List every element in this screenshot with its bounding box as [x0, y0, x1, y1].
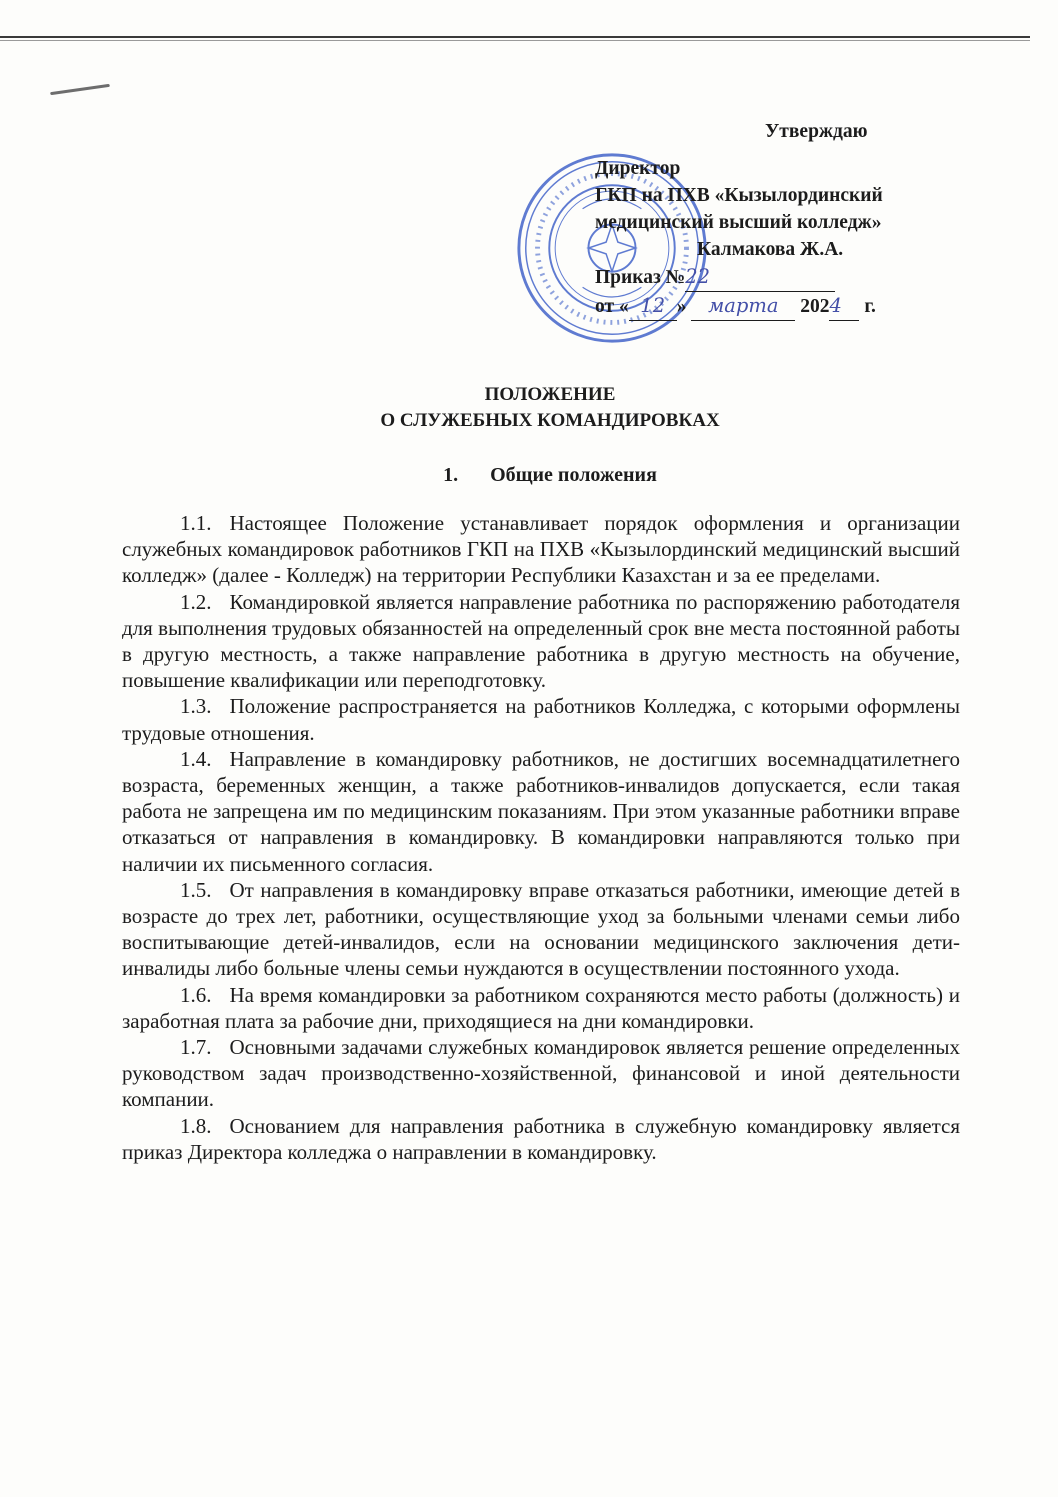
paragraph-text: От направления в командировку вправе отказаться работники, имеющие детей в возрасте до трех лет, работники, осуществляющие уход за больными членами семьи либо воспитывающие детей-инвалидов, если на основании медицинского заключения дети-инвалиды либо больные члены семьи нуждаются в осуществлении постоянного ухода.	[122, 877, 960, 981]
paragraph-text: Настоящее Положение устанавливает порядок оформления и организации служебных командировок работников ГКП на ПХВ «Кызылординский медицинский высший колледж» (далее - Колледж) на территории Республики Казахстан и за ее пределами.	[122, 511, 960, 588]
paragraph-text: На время командировки за работником сохраняются место работы (должность) и заработная плата за рабочие дни, приходящиеся на дни командировки.	[122, 982, 960, 1033]
date-month-handwritten: марта	[708, 294, 779, 317]
paragraph-1-6	[122, 982, 960, 1034]
section-heading	[120, 464, 980, 487]
organization-line-1: ГКП на ПХВ «Кызылординский	[595, 185, 883, 206]
section-title: Общие положения	[490, 464, 657, 486]
top-border-line-secondary	[0, 40, 1030, 41]
date-mid: »	[676, 296, 687, 317]
order-number-handwritten: 22	[685, 265, 711, 288]
approval-block	[595, 118, 995, 321]
paragraph-number: 1.7.	[180, 1035, 212, 1060]
year-digit-blank	[829, 292, 859, 321]
paragraph-number: 1.5.	[180, 877, 212, 902]
approve-heading: Утверждаю	[765, 121, 868, 142]
paragraph-number: 1.2.	[180, 589, 212, 614]
order-date-line	[595, 292, 995, 321]
paragraph-1-7	[122, 1034, 960, 1113]
paragraph-number: 1.8.	[180, 1113, 212, 1138]
order-number-line	[595, 263, 995, 292]
paragraph-number: 1.1.	[180, 511, 212, 535]
paragraph-text: Направление в командировку работников, не достигших восемнадцатилетнего возраста, беременных женщин, а также работников-инвалидов допускается, если такая работа не запрещена им по медицинским показаниям. При этом указанные работники вправе отказаться от направления в командировку. В командировки направляются только при наличии их письменного согласия.	[122, 746, 960, 876]
paragraph-1-5	[122, 877, 960, 982]
paragraph-number: 1.6.	[180, 982, 212, 1007]
year-digit-handwritten: 4	[829, 294, 842, 317]
date-day-handwritten: 12	[640, 294, 666, 317]
document-title: ПОЛОЖЕНИЕ	[484, 384, 616, 405]
top-border-line	[0, 36, 1030, 38]
paragraph-text: Командировкой является направление работника по распоряжению работодателя для выполнения трудовых обязанностей на определенный срок вне места постоянной работы в другую местность, а также направление работника в другую местность на обучение, повышение квалификации или переподготовку.	[122, 589, 960, 693]
section-number: 1.	[443, 464, 459, 486]
signatory-name: Калмакова Ж.А.	[697, 239, 844, 260]
organization-line-2: медицинский высший колледж»	[595, 212, 882, 233]
paragraph-text: Основными задачами служебных командировок является решение определенных руководством задач производственно-хозяйственной, финансовой и иной деятельности компании.	[122, 1035, 960, 1112]
date-prefix: от «	[595, 296, 629, 317]
date-day-blank	[629, 292, 677, 321]
year-suffix: г.	[864, 296, 876, 317]
paragraph-number: 1.4.	[180, 746, 212, 771]
scan-mark	[50, 84, 110, 95]
document-subtitle: О СЛУЖЕБНЫХ КОМАНДИРОВКАХ	[380, 410, 720, 431]
paragraph-number: 1.3.	[180, 694, 212, 719]
date-month-blank	[691, 292, 795, 321]
order-label: Приказ №	[595, 267, 686, 288]
director-position: Директор	[595, 158, 681, 179]
paragraph-1-8	[122, 1113, 960, 1165]
paragraph-1-3	[122, 693, 960, 745]
paragraph-1-4	[122, 746, 960, 877]
paragraph-text: Положение распространяется на работников Колледжа, с которыми оформлены трудовые отношения.	[122, 694, 960, 745]
document-body	[122, 510, 960, 1165]
paragraph-text: Основанием для направления работника в служебную командировку является приказ Директора колледжа о направлении в командировку.	[122, 1113, 960, 1164]
paragraph-1-2	[122, 589, 960, 694]
year-prefix: 202	[800, 296, 830, 317]
order-number-blank	[685, 263, 835, 292]
paragraph-1-1	[122, 510, 960, 589]
